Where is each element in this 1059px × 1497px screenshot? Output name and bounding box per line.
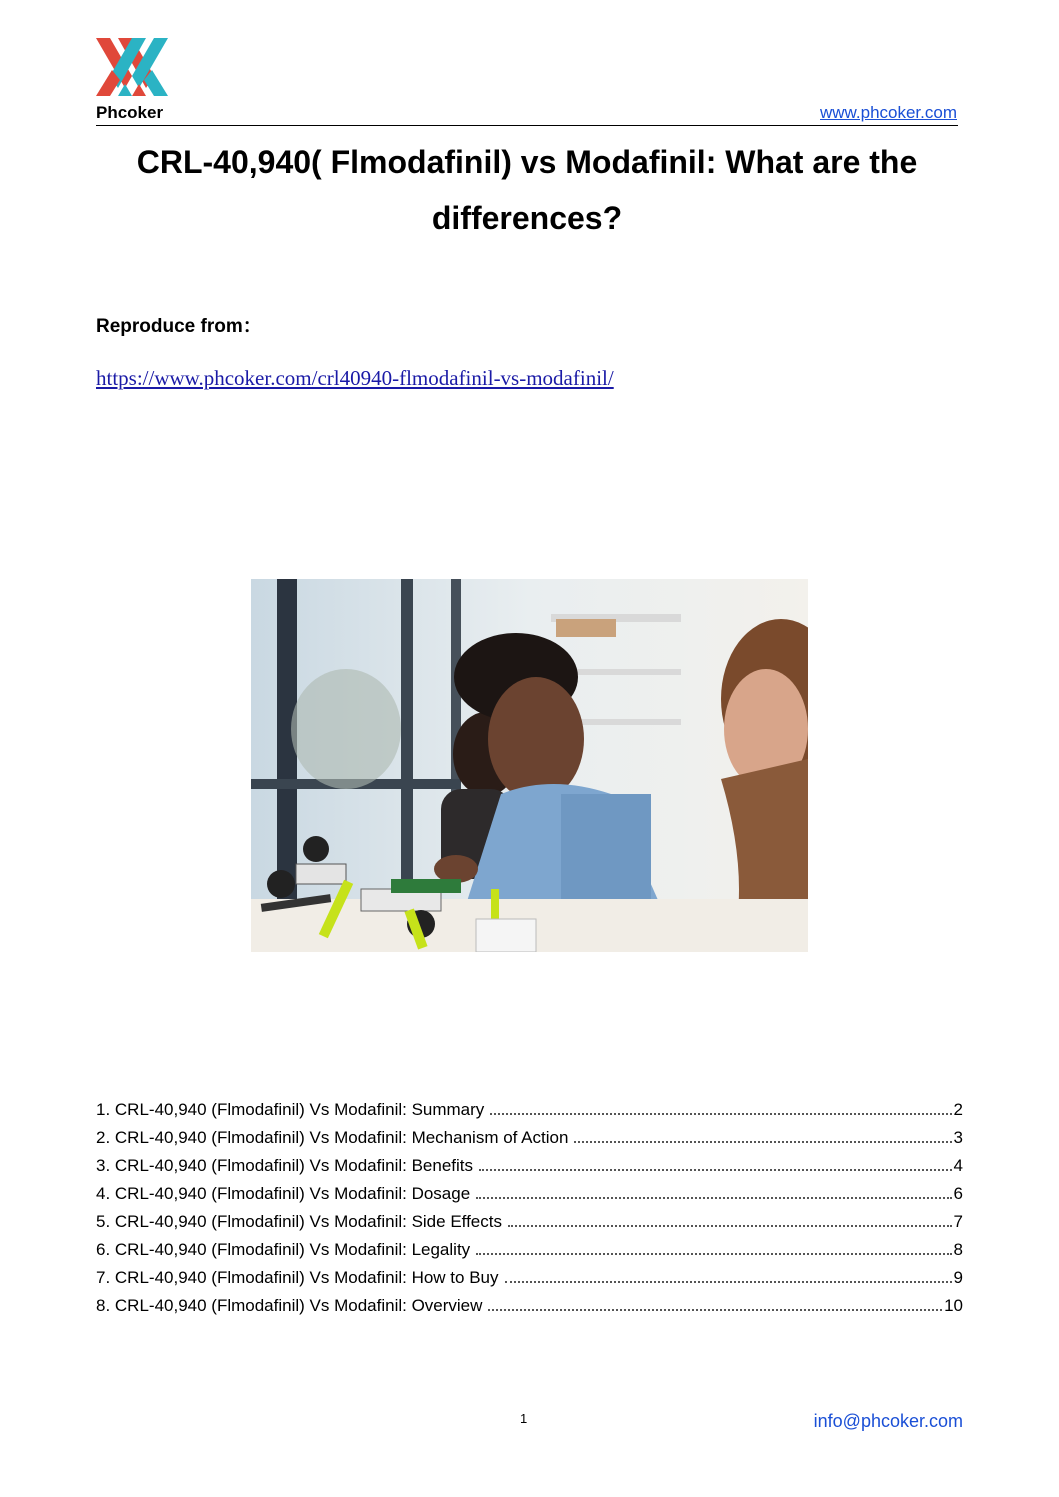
header-divider	[96, 125, 958, 126]
toc-row[interactable]	[96, 1240, 963, 1268]
toc-leader	[574, 1140, 951, 1143]
phcoker-logo-icon	[94, 36, 170, 98]
table-of-contents	[96, 1100, 963, 1324]
toc-page: 2	[953, 1100, 963, 1119]
toc-label: 8. CRL-40,940 (Flmodafinil) Vs Modafinil: Overview	[96, 1296, 483, 1315]
brand-name: Phcoker	[96, 103, 164, 122]
toc-leader	[479, 1168, 952, 1171]
toc-row[interactable]	[96, 1184, 963, 1212]
title-line-1: CRL-40,940( Flmodafinil) vs Modafinil: What are the	[136, 144, 918, 180]
toc-page: 10	[944, 1296, 963, 1315]
toc-page: 4	[953, 1156, 963, 1175]
toc-page: 3	[953, 1128, 963, 1147]
toc-label: 3. CRL-40,940 (Flmodafinil) Vs Modafinil: Benefits	[96, 1156, 473, 1175]
toc-label: 7. CRL-40,940 (Flmodafinil) Vs Modafinil: How to Buy	[96, 1268, 499, 1287]
toc-label: 2. CRL-40,940 (Flmodafinil) Vs Modafinil: Mechanism of Action	[96, 1128, 569, 1147]
toc-label: 4. CRL-40,940 (Flmodafinil) Vs Modafinil: Dosage	[96, 1184, 471, 1203]
toc-row[interactable]	[96, 1100, 963, 1128]
toc-leader	[490, 1112, 951, 1115]
toc-page: 8	[953, 1240, 963, 1259]
toc-label: 5. CRL-40,940 (Flmodafinil) Vs Modafinil: Side Effects	[96, 1212, 502, 1231]
title-line-2: differences?	[431, 200, 623, 236]
page-number: 1	[520, 1411, 528, 1426]
site-link[interactable]: www.phcoker.com	[820, 103, 957, 122]
toc-page: 6	[953, 1184, 963, 1203]
reproduce-url-link[interactable]: https://www.phcoker.com/crl40940-flmodafinil-vs-modafinil/	[96, 366, 614, 390]
toc-leader	[508, 1224, 952, 1227]
reproduce-label: Reproduce from：	[96, 316, 262, 337]
toc-label: 1. CRL-40,940 (Flmodafinil) Vs Modafinil: Summary	[96, 1100, 485, 1119]
toc-leader	[505, 1280, 952, 1283]
toc-row[interactable]	[96, 1128, 963, 1156]
toc-leader	[488, 1308, 942, 1311]
students-robotics-photo	[251, 579, 808, 952]
toc-page: 7	[953, 1212, 963, 1231]
toc-leader	[476, 1252, 951, 1255]
email-link[interactable]: info@phcoker.com	[813, 1411, 963, 1431]
toc-leader	[476, 1196, 951, 1199]
page-title	[96, 134, 958, 246]
toc-page: 9	[953, 1268, 963, 1287]
toc-row[interactable]	[96, 1212, 963, 1240]
toc-row[interactable]	[96, 1268, 963, 1296]
toc-row[interactable]	[96, 1296, 963, 1324]
toc-row[interactable]	[96, 1156, 963, 1184]
toc-label: 6. CRL-40,940 (Flmodafinil) Vs Modafinil: Legality	[96, 1240, 471, 1259]
